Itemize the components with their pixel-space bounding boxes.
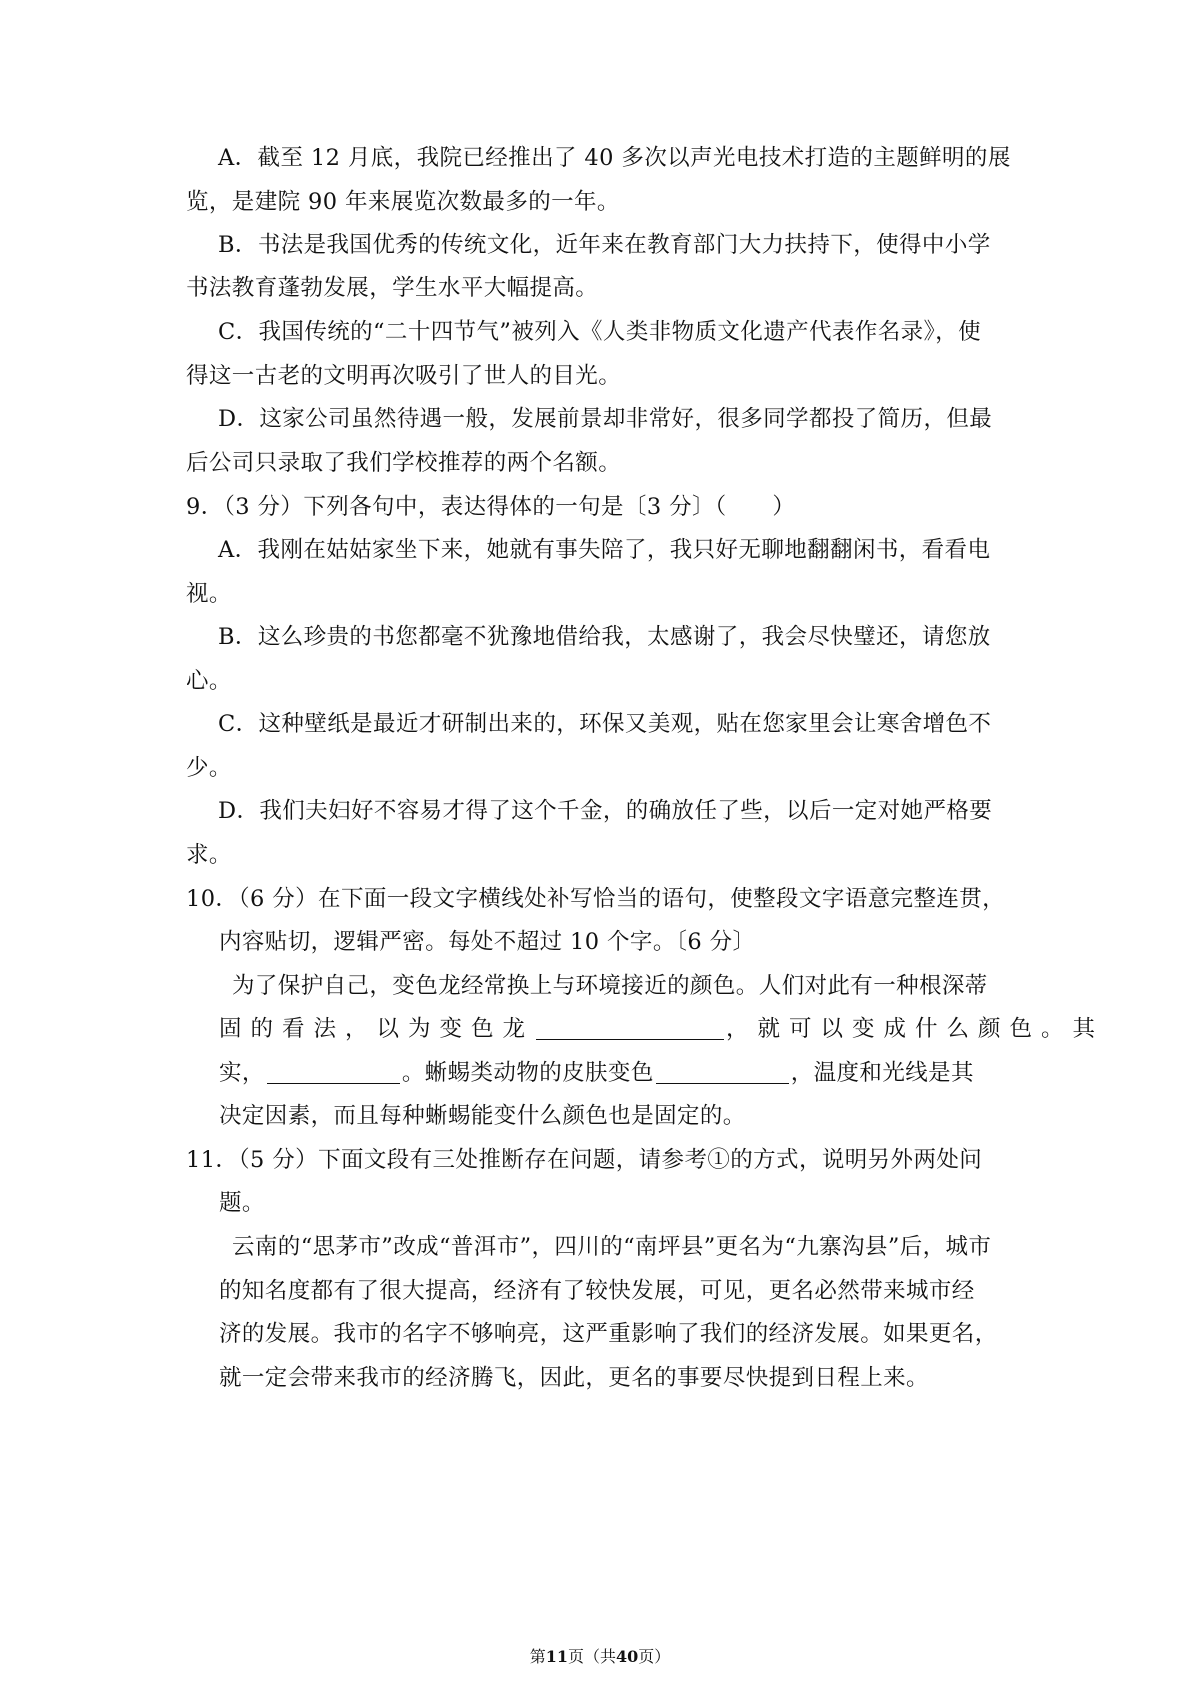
q11-stem-line2: 题。 [219,1190,265,1216]
q10-paragraph-line2 [219,1013,1104,1045]
q8-option-d-line1: D．这家公司虽然待遇一般，发展前景却非常好，很多同学都投了简历，但最 [218,406,993,432]
q10-text-segment: 固的看法，以为变色龙 [219,1016,535,1042]
q8-option-a-line2: 览，是建院 90 年来展览次数最多的一年。 [186,189,620,215]
q8-option-a-line1: A．截至 12 月底，我院已经推出了 40 多次以声光电技术打造的主题鲜明的展 [218,145,1011,171]
page-footer [0,1646,1200,1668]
answer-blank-2[interactable] [267,1059,400,1084]
footer-prefix: 第 [529,1647,546,1666]
q11-paragraph-line3: 济的发展。我市的名字不够响亮，这严重影响了我们的经济发展。如果更名， [219,1321,998,1347]
q11-paragraph-line2: 的知名度都有了很大提高，经济有了较快发展，可见，更名必然带来城市经 [219,1278,975,1304]
q8-option-b-line1: B．书法是我国优秀的传统文化，近年来在教育部门大力扶持下，使得中小学 [218,232,991,258]
q10-paragraph-line3 [219,1057,974,1089]
q9-option-d-line2: 求。 [186,842,232,868]
current-page-number: 11 [545,1647,568,1666]
q8-option-b-line2: 书法教育蓬勃发展，学生水平大幅提高。 [186,275,599,301]
answer-blank-3[interactable] [656,1059,789,1084]
q11-paragraph-line4: 就一定会带来我市的经济腾飞，因此，更名的事要尽快提到日程上来。 [219,1365,929,1391]
q9-option-c-line2: 少。 [186,755,232,781]
q8-option-d-line2: 后公司只录取了我们学校推荐的两个名额。 [186,450,622,476]
q9-option-b-line2: 心。 [186,668,232,694]
q9-option-b-line1: B．这么珍贵的书您都毫不犹豫地借给我，太感谢了，我会尽快璧还，请您放 [218,624,991,650]
q11-stem-line1: 11．（5 分）下面文段有三处推断存在问题，请参考①的方式，说明另外两处问 [186,1147,983,1173]
answer-blank-1[interactable] [536,1015,724,1040]
footer-suffix: 页） [638,1647,671,1666]
q10-text-segment: ，就可以变成什么颜色。其 [726,1016,1105,1042]
q10-paragraph-line4: 决定因素，而且每种蜥蜴能变什么颜色也是固定的。 [219,1103,746,1129]
q10-stem-line2: 内容贴切，逻辑严密。每处不超过 10 个字。〔6 分〕 [219,929,756,955]
q8-option-c-line2: 得这一古老的文明再次吸引了世人的目光。 [186,363,622,389]
q9-option-d-line1: D．我们夫妇好不容易才得了这个千金，的确放任了些，以后一定对她严格要 [218,798,993,824]
q10-text-segment: 。蜥蜴类动物的皮肤变色 [401,1060,654,1086]
q9-option-a-line2: 视。 [186,581,232,607]
q9-stem: 9．（3 分）下列各句中，表达得体的一句是〔3 分〕（ ） [186,494,796,520]
q10-paragraph-line1: 为了保护自己，变色龙经常换上与环境接近的颜色。人们对此有一种根深蒂 [232,973,988,999]
q9-option-a-line1: A．我刚在姑姑家坐下来，她就有事失陪了，我只好无聊地翻翻闲书，看看电 [218,537,991,563]
footer-middle: 页（共 [567,1647,616,1666]
q10-text-segment: 实， [219,1060,265,1086]
q9-option-c-line1: C．这种壁纸是最近才研制出来的，环保又美观，贴在您家里会让寒舍增色不 [218,711,992,737]
q10-stem-line1: 10．（6 分）在下面一段文字横线处补写恰当的语句，使整段文字语意完整连贯， [186,886,1006,912]
q8-option-c-line1: C．我国传统的“二十四节气”被列入《人类非物质文化遗产代表作名录》，使 [218,319,981,345]
q10-text-segment: ，温度和光线是其 [790,1060,974,1086]
total-page-number: 40 [616,1647,639,1666]
q11-paragraph-line1: 云南的“思茅市”改成“普洱市”，四川的“南坪县”更名为“九寨沟县”后，城市 [232,1234,992,1260]
